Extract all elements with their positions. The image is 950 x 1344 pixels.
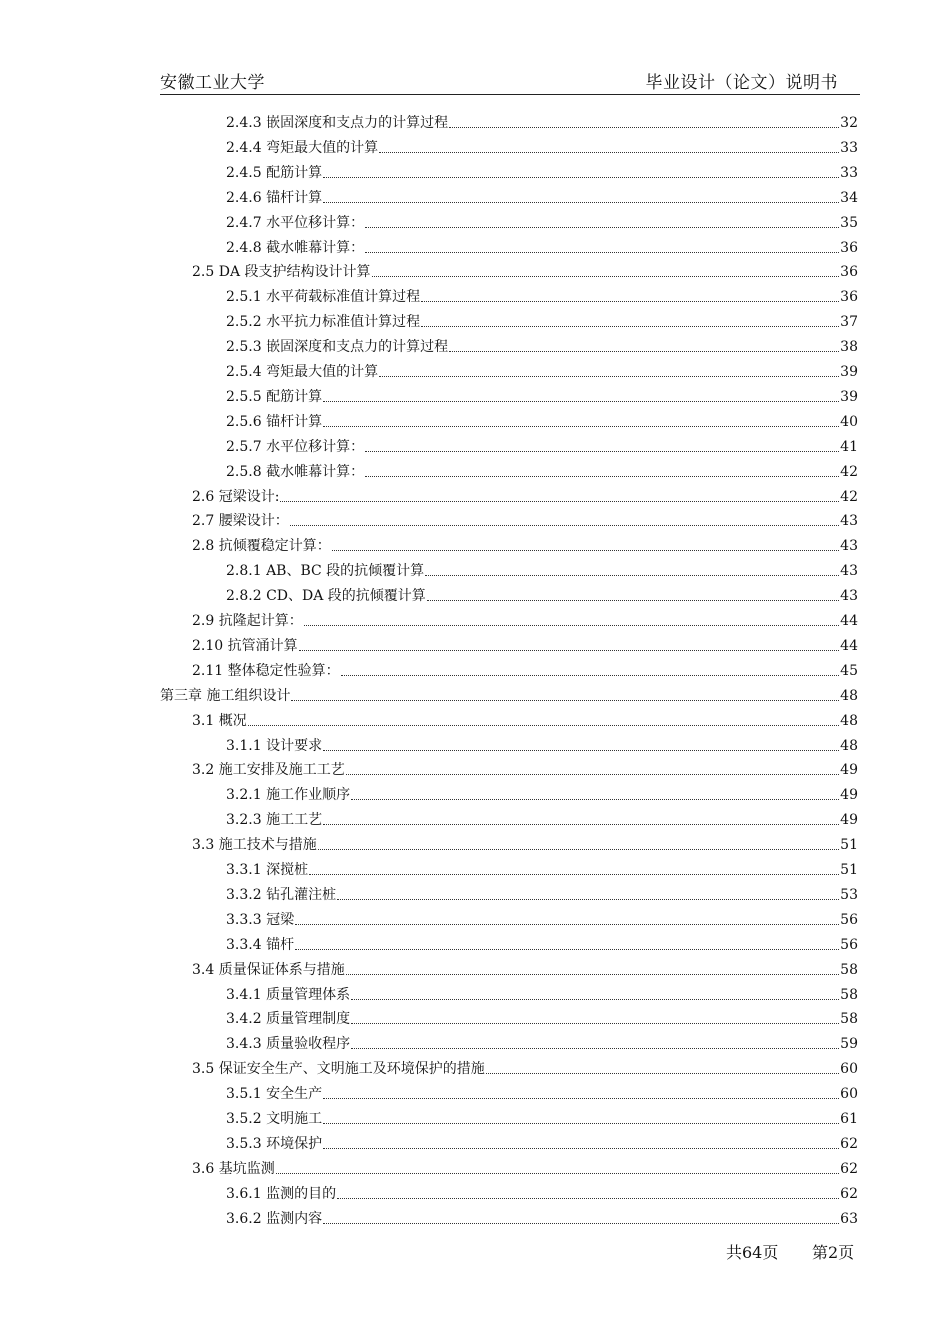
toc-leader-dots bbox=[299, 649, 840, 651]
toc-entry-page: 44 bbox=[840, 637, 858, 654]
toc-entry-title: 2.4.8 截水帷幕计算： bbox=[226, 239, 365, 256]
toc-entry-title: 2.4.4 弯矩最大值的计算 bbox=[226, 139, 379, 156]
toc-entry-title: 2.7 腰梁设计： bbox=[192, 513, 289, 530]
toc-leader-dots bbox=[427, 599, 839, 601]
toc-entry[interactable] bbox=[192, 1158, 858, 1178]
toc-entry[interactable] bbox=[192, 834, 858, 854]
toc-entry-title: 2.8 抗倾覆稳定计算： bbox=[192, 538, 331, 555]
header-document-type: 毕业设计（论文）说明书 bbox=[645, 73, 838, 93]
toc-entry-title: 2.6 冠梁设计: bbox=[192, 488, 280, 505]
toc-entry-title: 3.4 质量保证体系与措施 bbox=[192, 961, 345, 978]
toc-entry[interactable] bbox=[226, 162, 858, 182]
footer-current-page: 第2页 bbox=[812, 1243, 855, 1262]
toc-leader-dots bbox=[323, 749, 839, 751]
toc-entry[interactable] bbox=[226, 585, 858, 605]
toc-entry[interactable] bbox=[226, 1108, 858, 1128]
toc-leader-dots bbox=[337, 898, 839, 900]
toc-entry-page: 39 bbox=[840, 364, 858, 380]
toc-entry[interactable] bbox=[192, 710, 858, 730]
toc-leader-dots bbox=[248, 724, 839, 726]
toc-leader-dots bbox=[280, 500, 839, 502]
toc-entry-page: 49 bbox=[840, 812, 858, 829]
toc-leader-dots bbox=[421, 300, 839, 302]
toc-leader-dots bbox=[365, 450, 839, 452]
toc-entry-page: 56 bbox=[840, 936, 858, 953]
toc-leader-dots bbox=[323, 400, 839, 402]
toc-leader-dots bbox=[351, 798, 839, 800]
toc-entry-title: 2.5.7 水平位移计算： bbox=[226, 438, 365, 455]
toc-entry[interactable] bbox=[226, 1208, 858, 1228]
toc-entry-page: 34 bbox=[840, 189, 858, 206]
toc-leader-dots bbox=[346, 973, 839, 975]
toc-entry[interactable] bbox=[226, 934, 858, 954]
toc-leader-dots bbox=[365, 251, 839, 253]
toc-entry[interactable] bbox=[226, 187, 858, 207]
toc-entry[interactable] bbox=[226, 361, 858, 381]
toc-leader-dots bbox=[421, 325, 839, 327]
toc-entry-title: 2.11 整体稳定性验算： bbox=[192, 662, 340, 679]
footer-total-pages: 共64页 bbox=[726, 1243, 779, 1262]
toc-entry-page: 44 bbox=[840, 613, 858, 629]
toc-entry-page: 38 bbox=[840, 339, 858, 356]
toc-entry-title: 3.6 基坑监测 bbox=[192, 1160, 275, 1177]
toc-entry-page: 36 bbox=[840, 289, 858, 306]
page-header bbox=[160, 68, 860, 95]
toc-entry-title: 3.5.2 文明施工 bbox=[226, 1111, 323, 1127]
toc-entry-title: 2.5.2 水平抗力标准值计算过程 bbox=[226, 314, 421, 331]
toc-entry-title: 3.6.2 监测内容 bbox=[226, 1210, 323, 1227]
toc-leader-dots bbox=[379, 375, 839, 377]
toc-entry[interactable] bbox=[226, 336, 858, 356]
toc-leader-dots bbox=[295, 948, 839, 950]
toc-entry-title: 3.3 施工技术与措施 bbox=[192, 837, 317, 854]
toc-entry-title: 3.2 施工安排及施工工艺 bbox=[192, 762, 345, 779]
toc-entry-page: 45 bbox=[840, 662, 858, 679]
toc-leader-dots bbox=[486, 1072, 839, 1074]
toc-leader-dots bbox=[351, 1022, 839, 1024]
toc-entry[interactable] bbox=[226, 237, 858, 257]
toc-entry-title: 2.4.6 锚杆计算 bbox=[226, 189, 323, 206]
toc-entry-page: 48 bbox=[840, 737, 858, 754]
toc-entry[interactable] bbox=[192, 610, 858, 630]
toc-entry[interactable] bbox=[226, 112, 858, 132]
toc-entry-page: 37 bbox=[840, 314, 858, 331]
toc-entry-title: 3.3.2 钻孔灌注桩 bbox=[226, 886, 337, 903]
toc-leader-dots bbox=[341, 674, 840, 676]
toc-entry[interactable] bbox=[226, 386, 858, 406]
toc-entry-title: 3.3.4 锚杆 bbox=[226, 936, 295, 953]
toc-entry-title: 3.2.3 施工工艺 bbox=[226, 812, 323, 829]
toc-entry[interactable] bbox=[226, 1033, 858, 1053]
toc-entry-page: 42 bbox=[840, 488, 858, 505]
toc-leader-dots bbox=[290, 524, 839, 526]
toc-entry-title: 2.4.3 嵌固深度和支点力的计算过程 bbox=[226, 115, 449, 131]
toc-entry[interactable] bbox=[226, 560, 858, 580]
toc-entry-page: 62 bbox=[840, 1185, 858, 1202]
toc-entry-page: 43 bbox=[840, 588, 858, 605]
toc-entry-title: 2.8.1 AB、BC 段的抗倾覆计算 bbox=[226, 563, 425, 580]
toc-entry-title: 2.5.6 锚杆计算 bbox=[226, 413, 323, 430]
toc-entry[interactable] bbox=[192, 510, 858, 530]
toc-leader-dots bbox=[309, 873, 839, 875]
toc-leader-dots bbox=[351, 1047, 839, 1049]
toc-entry-page: 42 bbox=[840, 463, 858, 480]
toc-entry-title: 2.5.3 嵌固深度和支点力的计算过程 bbox=[226, 339, 449, 356]
toc-entry[interactable] bbox=[226, 1083, 858, 1103]
toc-entry[interactable] bbox=[226, 286, 858, 306]
toc-entry[interactable] bbox=[226, 1183, 858, 1203]
toc-entry[interactable] bbox=[226, 1008, 858, 1028]
toc-entry[interactable] bbox=[192, 635, 858, 655]
toc-entry-page: 36 bbox=[840, 239, 858, 256]
toc-entry-title: 3.2.1 施工作业顺序 bbox=[226, 787, 351, 804]
toc-entry-page: 49 bbox=[840, 787, 858, 804]
toc-entry[interactable] bbox=[226, 809, 858, 829]
toc-leader-dots bbox=[318, 848, 839, 850]
toc-entry[interactable] bbox=[226, 137, 858, 157]
toc-entry-page: 32 bbox=[840, 115, 858, 131]
toc-entry-title: 2.5.1 水平荷载标准值计算过程 bbox=[226, 289, 421, 306]
toc-leader-dots bbox=[379, 151, 839, 153]
toc-entry[interactable] bbox=[192, 959, 858, 979]
toc-entry-title: 2.9 抗隆起计算： bbox=[192, 613, 303, 629]
toc-leader-dots bbox=[449, 126, 839, 128]
toc-entry-title: 2.5.8 截水帷幕计算： bbox=[226, 463, 365, 480]
toc-entry[interactable] bbox=[226, 311, 858, 331]
toc-leader-dots bbox=[351, 998, 839, 1000]
toc-entry-page: 40 bbox=[840, 413, 858, 430]
toc-entry-title: 3.5.3 环境保护 bbox=[226, 1135, 323, 1152]
toc-entry-title: 3.3.3 冠梁 bbox=[226, 911, 295, 928]
toc-entry-page: 62 bbox=[840, 1160, 858, 1177]
toc-leader-dots bbox=[323, 201, 839, 203]
toc-entry-page: 49 bbox=[840, 762, 858, 779]
toc-entry-page: 58 bbox=[840, 1011, 858, 1028]
toc-entry-title: 3.1 概况 bbox=[192, 712, 247, 729]
toc-leader-dots bbox=[304, 624, 839, 626]
toc-entry[interactable] bbox=[192, 261, 858, 281]
header-university: 安徽工业大学 bbox=[160, 73, 265, 93]
toc-entry-page: 41 bbox=[840, 438, 858, 455]
toc-leader-dots bbox=[449, 350, 839, 352]
toc-leader-dots bbox=[323, 1122, 839, 1124]
toc-entry[interactable] bbox=[226, 909, 858, 929]
toc-entry[interactable] bbox=[226, 859, 858, 879]
toc-entry[interactable] bbox=[226, 461, 858, 481]
toc-entry-title: 3.5.1 安全生产 bbox=[226, 1086, 323, 1103]
toc-entry[interactable] bbox=[226, 735, 858, 755]
toc-entry-title: 2.5 DA 段支护结构设计计算 bbox=[192, 264, 371, 281]
toc-entry-title: 3.1.1 设计要求 bbox=[226, 737, 323, 754]
toc-leader-dots bbox=[323, 425, 839, 427]
toc-entry-title: 2.4.5 配筋计算 bbox=[226, 164, 323, 181]
toc-entry-page: 43 bbox=[840, 513, 858, 530]
toc-entry[interactable] bbox=[226, 784, 858, 804]
toc-entry-title: 2.5.5 配筋计算 bbox=[226, 388, 323, 405]
toc-entry-title: 3.4.1 质量管理体系 bbox=[226, 986, 351, 1003]
toc-entry-page: 60 bbox=[840, 1086, 858, 1103]
toc-leader-dots bbox=[295, 923, 839, 925]
toc-entry[interactable] bbox=[192, 535, 858, 555]
toc-entry-title: 3.4.2 质量管理制度 bbox=[226, 1011, 351, 1028]
toc-entry-title: 2.8.2 CD、DA 段的抗倾覆计算 bbox=[226, 588, 426, 605]
toc-entry-page: 36 bbox=[840, 264, 858, 281]
toc-entry-page: 59 bbox=[840, 1036, 858, 1053]
toc-entry-title: 2.10 抗管涌计算 bbox=[192, 637, 298, 654]
toc-entry-title: 3.5 保证安全生产、文明施工及环境保护的措施 bbox=[192, 1061, 485, 1078]
toc-entry-title: 2.4.7 水平位移计算： bbox=[226, 214, 365, 231]
toc-leader-dots bbox=[291, 699, 839, 701]
toc-entry-page: 51 bbox=[840, 862, 858, 878]
toc-entry[interactable] bbox=[226, 411, 858, 431]
toc-entry-page: 48 bbox=[840, 712, 858, 729]
toc-entry[interactable] bbox=[192, 660, 858, 680]
toc-entry-title: 第三章 施工组织设计 bbox=[160, 687, 291, 704]
toc-entry-page: 61 bbox=[840, 1111, 858, 1127]
toc-leader-dots bbox=[372, 275, 840, 277]
toc-entry-page: 63 bbox=[840, 1210, 858, 1227]
toc-entry[interactable] bbox=[226, 984, 858, 1004]
toc-entry-page: 33 bbox=[840, 164, 858, 181]
toc-entry[interactable] bbox=[192, 486, 858, 506]
toc-leader-dots bbox=[346, 773, 839, 775]
toc-entry-page: 58 bbox=[840, 986, 858, 1003]
toc-entry[interactable] bbox=[226, 436, 858, 456]
toc-leader-dots bbox=[323, 823, 839, 825]
toc-leader-dots bbox=[323, 1222, 839, 1224]
toc-entry-page: 53 bbox=[840, 886, 858, 903]
toc-entry-page: 51 bbox=[840, 837, 858, 854]
toc-entry-title: 3.6.1 监测的目的 bbox=[226, 1185, 337, 1202]
toc-entry-page: 62 bbox=[840, 1135, 858, 1152]
toc-entry-page: 33 bbox=[840, 139, 858, 156]
toc-entry[interactable] bbox=[160, 685, 858, 705]
toc-entry-title: 3.3.1 深搅桩 bbox=[226, 862, 309, 878]
toc-entry[interactable] bbox=[226, 212, 858, 232]
toc-entry-page: 60 bbox=[840, 1061, 858, 1078]
toc-entry-title: 3.4.3 质量验收程序 bbox=[226, 1036, 351, 1053]
toc-entry-title: 2.5.4 弯矩最大值的计算 bbox=[226, 364, 379, 380]
toc-leader-dots bbox=[323, 1097, 839, 1099]
toc-entry-page: 48 bbox=[840, 687, 858, 704]
toc-entry[interactable] bbox=[226, 1133, 858, 1153]
toc-leader-dots bbox=[365, 226, 839, 228]
toc-leader-dots bbox=[365, 475, 839, 477]
toc-leader-dots bbox=[323, 176, 839, 178]
toc-entry-page: 56 bbox=[840, 911, 858, 928]
toc-leader-dots bbox=[276, 1172, 839, 1174]
toc-entry[interactable] bbox=[226, 884, 858, 904]
toc-entry[interactable] bbox=[192, 759, 858, 779]
toc-entry[interactable] bbox=[192, 1058, 858, 1078]
toc-entry-page: 35 bbox=[840, 214, 858, 231]
toc-entry-page: 43 bbox=[840, 538, 858, 555]
toc-leader-dots bbox=[332, 549, 839, 551]
toc-leader-dots bbox=[425, 574, 839, 576]
toc-leader-dots bbox=[337, 1197, 839, 1199]
toc-entry-page: 39 bbox=[840, 388, 858, 405]
toc-leader-dots bbox=[323, 1147, 839, 1149]
toc-entry-page: 43 bbox=[840, 563, 858, 580]
toc-entry-page: 58 bbox=[840, 961, 858, 978]
